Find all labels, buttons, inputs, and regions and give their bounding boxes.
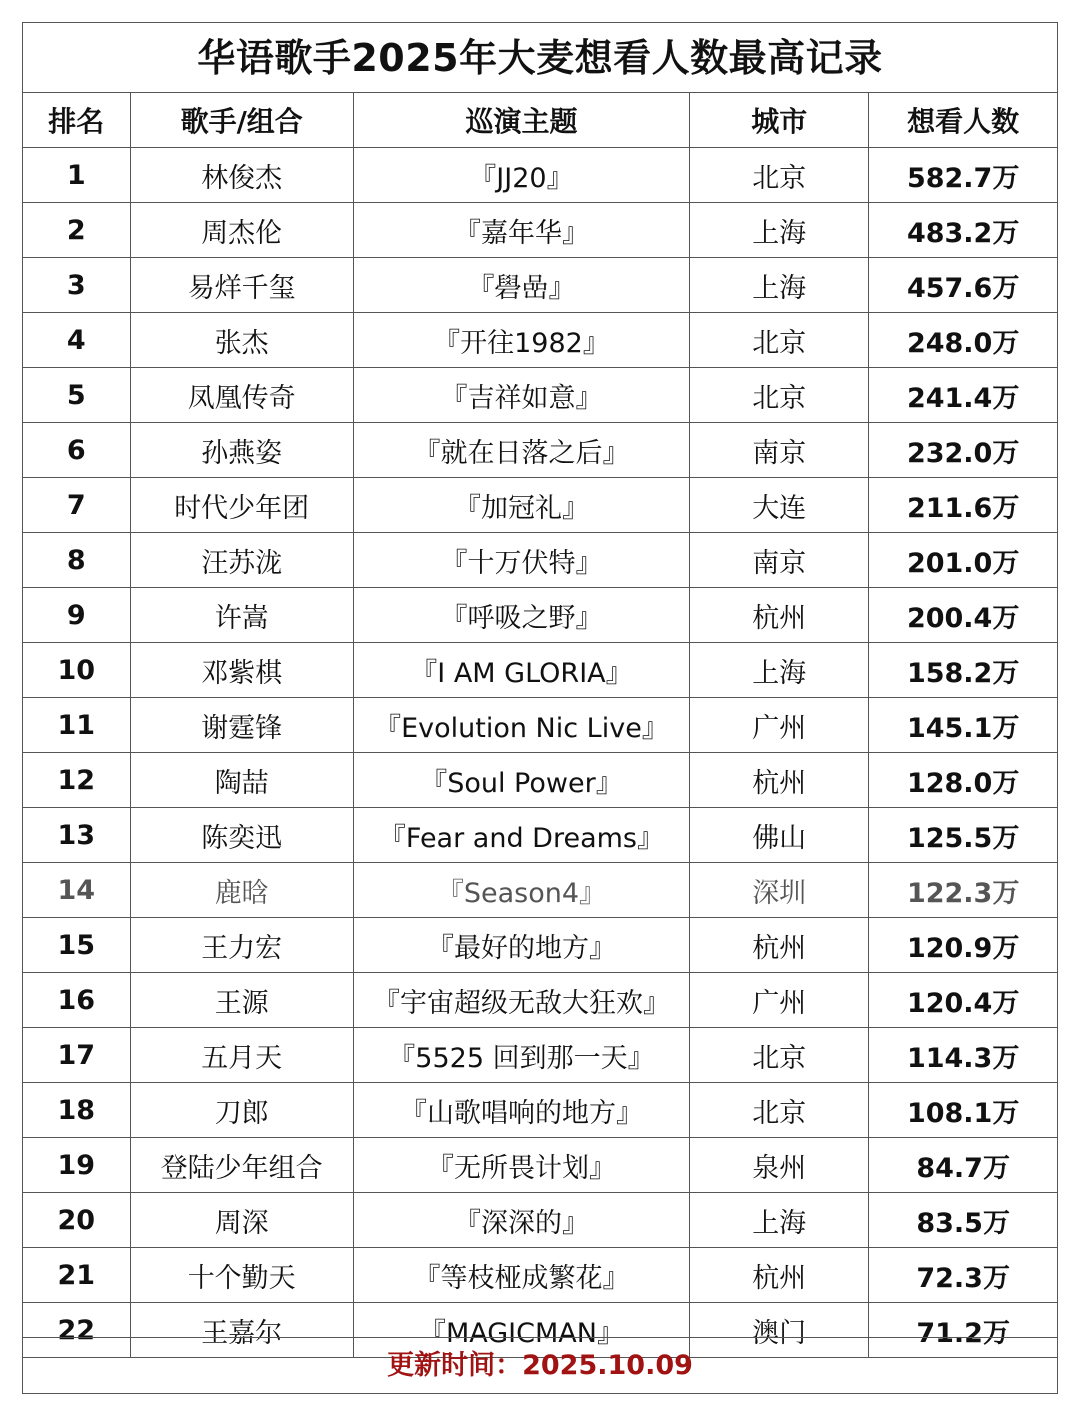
city-cell: 杭州 (690, 588, 869, 643)
city-cell: 北京 (690, 1083, 869, 1138)
singer-cell: 王嘉尔 (130, 1303, 353, 1358)
tour-cell: 『Soul Power』 (353, 753, 689, 808)
tour-cell: 『呼吸之野』 (353, 588, 689, 643)
page-title: 华语歌手2025年大麦想看人数最高记录 (23, 23, 1057, 93)
singer-cell: 汪苏泷 (130, 533, 353, 588)
count-cell: 84.7万 (869, 1138, 1057, 1193)
rank-cell: 16 (23, 973, 130, 1028)
table-row (23, 423, 1057, 478)
count-cell: 83.5万 (869, 1193, 1057, 1248)
singer-cell: 凤凰传奇 (130, 368, 353, 423)
singer-cell: 陶喆 (130, 753, 353, 808)
city-cell: 北京 (690, 368, 869, 423)
count-cell: 248.0万 (869, 313, 1057, 368)
rank-cell: 6 (23, 423, 130, 478)
rank-cell: 17 (23, 1028, 130, 1083)
tour-cell: 『Season4』 (353, 863, 689, 918)
city-cell: 深圳 (690, 863, 869, 918)
table-row (23, 1083, 1057, 1138)
tour-cell: 『最好的地方』 (353, 918, 689, 973)
city-cell: 北京 (690, 313, 869, 368)
tour-cell: 『JJ20』 (353, 148, 689, 203)
ranking-table (23, 93, 1057, 1358)
tour-cell: 『吉祥如意』 (353, 368, 689, 423)
table-row (23, 973, 1057, 1028)
tour-cell: 『礐嵒』 (353, 258, 689, 313)
header-city: 城市 (690, 93, 869, 148)
singer-cell: 谢霆锋 (130, 698, 353, 753)
table-body (23, 148, 1057, 1358)
city-cell: 上海 (690, 258, 869, 313)
rank-cell: 19 (23, 1138, 130, 1193)
count-cell: 125.5万 (869, 808, 1057, 863)
tour-cell: 『嘉年华』 (353, 203, 689, 258)
singer-cell: 许嵩 (130, 588, 353, 643)
tour-cell: 『等枝桠成繁花』 (353, 1248, 689, 1303)
city-cell: 大连 (690, 478, 869, 533)
rank-cell: 22 (23, 1303, 130, 1358)
table-row (23, 863, 1057, 918)
rank-cell: 12 (23, 753, 130, 808)
singer-cell: 王力宏 (130, 918, 353, 973)
table-row (23, 698, 1057, 753)
table-row (23, 1138, 1057, 1193)
header-singer: 歌手/组合 (130, 93, 353, 148)
city-cell: 上海 (690, 203, 869, 258)
count-cell: 108.1万 (869, 1083, 1057, 1138)
rank-cell: 18 (23, 1083, 130, 1138)
singer-cell: 五月天 (130, 1028, 353, 1083)
count-cell: 120.4万 (869, 973, 1057, 1028)
table-header-row (23, 93, 1057, 148)
rank-cell: 11 (23, 698, 130, 753)
header-tour: 巡演主题 (353, 93, 689, 148)
singer-cell: 登陆少年组合 (130, 1138, 353, 1193)
count-cell: 582.7万 (869, 148, 1057, 203)
count-cell: 201.0万 (869, 533, 1057, 588)
city-cell: 广州 (690, 698, 869, 753)
city-cell: 北京 (690, 1028, 869, 1083)
count-cell: 120.9万 (869, 918, 1057, 973)
update-time-label: 更新时间： (387, 1350, 523, 1381)
tour-cell: 『无所畏计划』 (353, 1138, 689, 1193)
city-cell: 上海 (690, 643, 869, 698)
city-cell: 澳门 (690, 1303, 869, 1358)
city-cell: 南京 (690, 533, 869, 588)
table-row (23, 203, 1057, 258)
rank-cell: 13 (23, 808, 130, 863)
city-cell: 北京 (690, 148, 869, 203)
singer-cell: 鹿晗 (130, 863, 353, 918)
update-time (23, 1337, 1057, 1393)
table-row (23, 368, 1057, 423)
singer-cell: 易烊千玺 (130, 258, 353, 313)
rank-cell: 14 (23, 863, 130, 918)
tour-cell: 『加冠礼』 (353, 478, 689, 533)
singer-cell: 十个勤天 (130, 1248, 353, 1303)
rank-cell: 15 (23, 918, 130, 973)
table-row (23, 1028, 1057, 1083)
city-cell: 杭州 (690, 753, 869, 808)
tour-cell: 『开往1982』 (353, 313, 689, 368)
table-row (23, 258, 1057, 313)
ranking-sheet (22, 22, 1058, 1394)
singer-cell: 邓紫棋 (130, 643, 353, 698)
tour-cell: 『I AM GLORIA』 (353, 643, 689, 698)
count-cell: 72.3万 (869, 1248, 1057, 1303)
count-cell: 71.2万 (869, 1303, 1057, 1358)
tour-cell: 『山歌唱响的地方』 (353, 1083, 689, 1138)
count-cell: 232.0万 (869, 423, 1057, 478)
singer-cell: 王源 (130, 973, 353, 1028)
rank-cell: 21 (23, 1248, 130, 1303)
singer-cell: 周杰伦 (130, 203, 353, 258)
table-row (23, 643, 1057, 698)
tour-cell: 『MAGICMAN』 (353, 1303, 689, 1358)
rank-cell: 20 (23, 1193, 130, 1248)
rank-cell: 4 (23, 313, 130, 368)
tour-cell: 『宇宙超级无敌大狂欢』 (353, 973, 689, 1028)
count-cell: 145.1万 (869, 698, 1057, 753)
city-cell: 杭州 (690, 1248, 869, 1303)
table-row (23, 313, 1057, 368)
singer-cell: 张杰 (130, 313, 353, 368)
singer-cell: 时代少年团 (130, 478, 353, 533)
rank-cell: 10 (23, 643, 130, 698)
table-row (23, 588, 1057, 643)
table-row (23, 918, 1057, 973)
rank-cell: 2 (23, 203, 130, 258)
count-cell: 200.4万 (869, 588, 1057, 643)
count-cell: 211.6万 (869, 478, 1057, 533)
city-cell: 南京 (690, 423, 869, 478)
singer-cell: 林俊杰 (130, 148, 353, 203)
tour-cell: 『Fear and Dreams』 (353, 808, 689, 863)
table-row (23, 1248, 1057, 1303)
update-time-value: 2025.10.09 (522, 1350, 693, 1381)
city-cell: 泉州 (690, 1138, 869, 1193)
table-row (23, 478, 1057, 533)
count-cell: 128.0万 (869, 753, 1057, 808)
count-cell: 158.2万 (869, 643, 1057, 698)
table-row (23, 753, 1057, 808)
table-row (23, 808, 1057, 863)
city-cell: 杭州 (690, 918, 869, 973)
header-rank: 排名 (23, 93, 130, 148)
tour-cell: 『5525 回到那一天』 (353, 1028, 689, 1083)
count-cell: 114.3万 (869, 1028, 1057, 1083)
rank-cell: 3 (23, 258, 130, 313)
singer-cell: 周深 (130, 1193, 353, 1248)
rank-cell: 8 (23, 533, 130, 588)
tour-cell: 『十万伏特』 (353, 533, 689, 588)
city-cell: 佛山 (690, 808, 869, 863)
table-row (23, 1193, 1057, 1248)
count-cell: 457.6万 (869, 258, 1057, 313)
table-row (23, 148, 1057, 203)
rank-cell: 1 (23, 148, 130, 203)
tour-cell: 『深深的』 (353, 1193, 689, 1248)
header-count: 想看人数 (869, 93, 1057, 148)
city-cell: 广州 (690, 973, 869, 1028)
tour-cell: 『就在日落之后』 (353, 423, 689, 478)
singer-cell: 陈奕迅 (130, 808, 353, 863)
count-cell: 122.3万 (869, 863, 1057, 918)
city-cell: 上海 (690, 1193, 869, 1248)
count-cell: 483.2万 (869, 203, 1057, 258)
rank-cell: 5 (23, 368, 130, 423)
rank-cell: 9 (23, 588, 130, 643)
singer-cell: 刀郎 (130, 1083, 353, 1138)
singer-cell: 孙燕姿 (130, 423, 353, 478)
rank-cell: 7 (23, 478, 130, 533)
count-cell: 241.4万 (869, 368, 1057, 423)
table-row (23, 533, 1057, 588)
tour-cell: 『Evolution Nic Live』 (353, 698, 689, 753)
